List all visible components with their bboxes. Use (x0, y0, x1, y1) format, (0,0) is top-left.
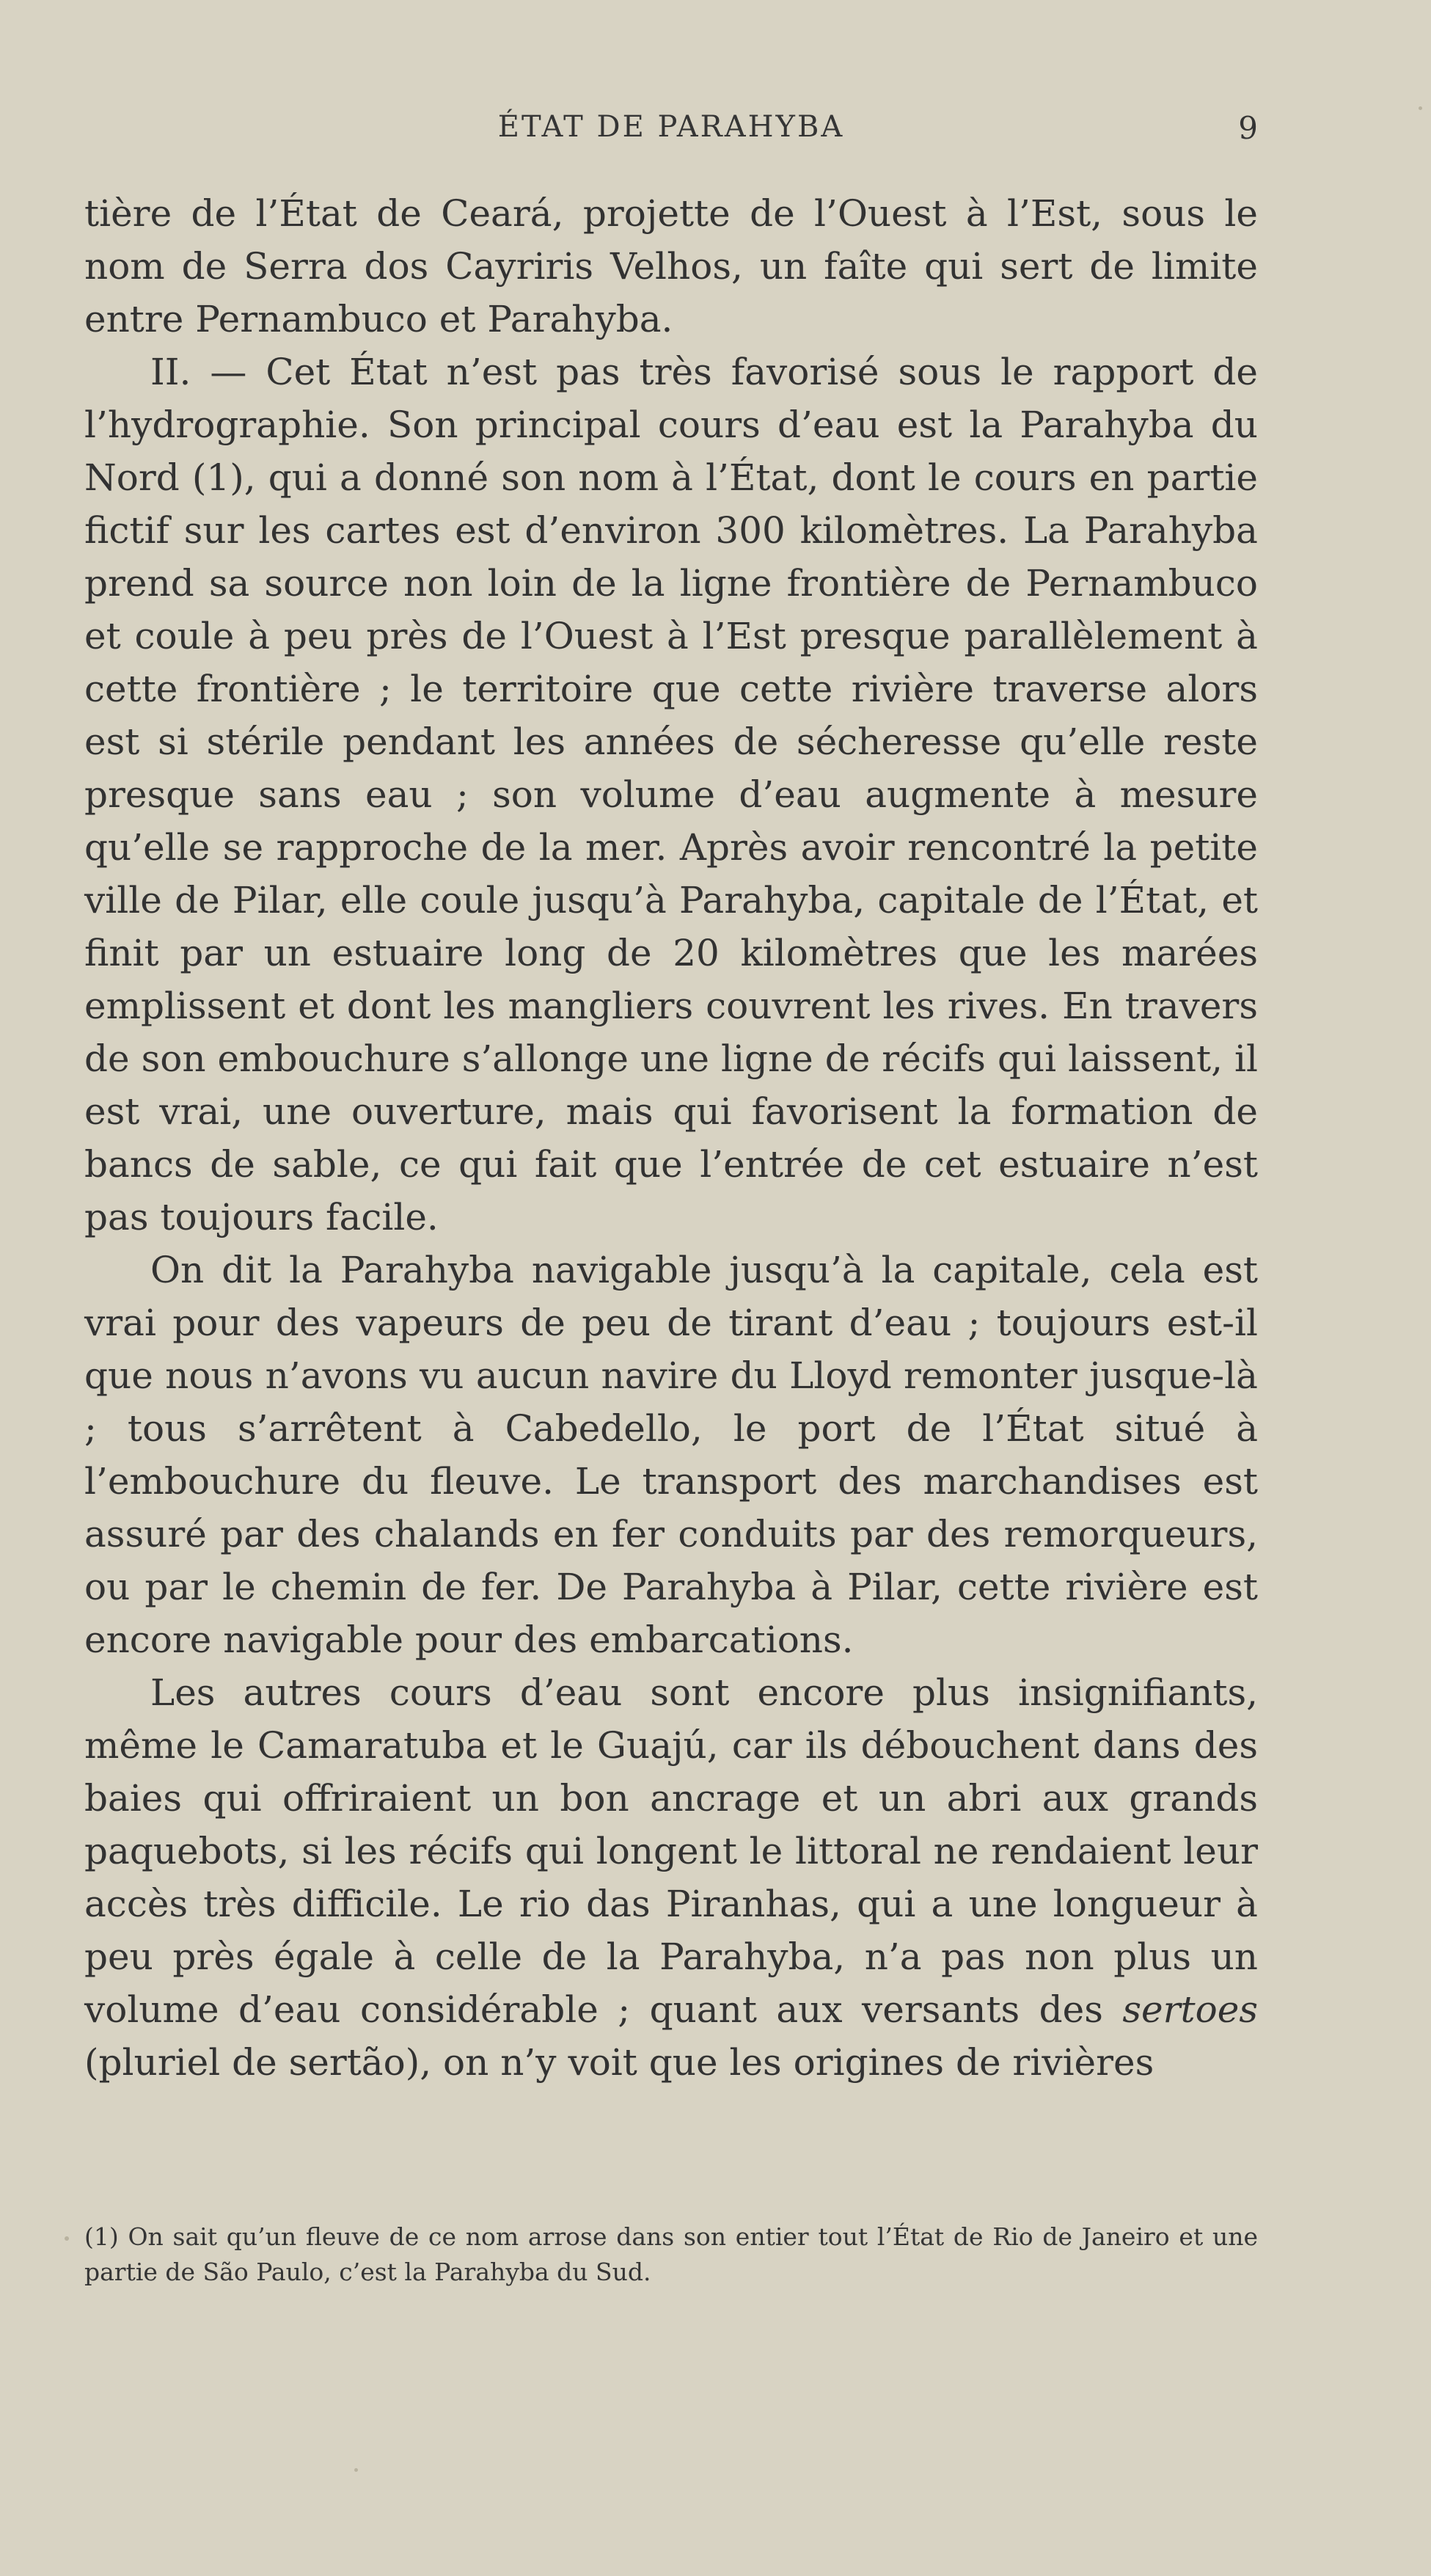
main-text (84, 187, 1258, 2089)
paper-speck-left (65, 2236, 69, 2241)
paper-speck-bottom (354, 2468, 358, 2472)
page-header (84, 110, 1258, 169)
page-number: 9 (1238, 110, 1258, 146)
running-title: ÉTAT DE PARAHYBA (497, 110, 845, 144)
paragraph-other-rivers-start: Les autres cours d’eau sont encore plus insignifiants, même le Camaratuba et le Guajú, car ils débouchent dans des baies qui offriraient un bon ancrage et un abri aux grands paquebots, si les récifs qui longent le littoral ne rendaient leur accès très difficile. Le rio das Piranhas, qui a une longueur à peu près égale à celle de la Parahyba, n’a pas non plus un volume d’eau considérable ; quant aux versants des (84, 1671, 1258, 2031)
paper-speck-right (1419, 106, 1422, 110)
paragraph-navigation: On dit la Parahyba navigable jusqu’à la capitale, cela est vrai pour des vapeurs de peu de tirant d’eau ; toujours est-il que nous n’avons vu aucun navire du Lloyd remonter jusque-là ; tous s’arrêtent à Cabedello, le port de l’État situé à l’embouchure du fleuve. Le transport des marchandises est assuré par des chalands en fer conduits par des remorqueurs, ou par le chemin de fer. De Parahyba à Pilar, cette rivière est encore navigable pour des embarcations. (84, 1249, 1258, 1661)
paragraph-continuation: tière de l’État de Ceará, projette de l’Ouest à l’Est, sous le nom de Serra dos Cayriris Velhos, un faîte qui sert de limite entre Pernambuco et Parahyba. (84, 192, 1258, 340)
paragraph-hydrography: II. — Cet État n’est pas très favorisé sous le rapport de l’hydrographie. Son principal cours d’eau est la Parahyba du Nord (1), qui a donné son nom à l’État, dont le cours en partie fictif sur les cartes est d’environ 300 kilomètres. La Parahyba prend sa source non loin de la ligne frontière de Pernambuco et coule à peu près de l’Ouest à l’Est presque parallèlement à cette frontière ; le territoire que cette rivière traverse alors est si stérile pendant les années de sécheresse qu’elle reste presque sans eau ; son volume d’eau augmente à mesure qu’elle se rapproche de la mer. Après avoir rencontré la petite ville de Pilar, elle coule jusqu’à Parahyba, capitale de l’État, et finit par un estuaire long de 20 kilomètres que les marées emplissent et dont les mangliers couvrent les rives. En travers de son embouchure s’allonge une ligne de récifs qui laissent, il est vrai, une ouverture, mais qui favorisent la formation de bancs de sable, ce qui fait que l’entrée de cet estuaire n’est pas toujours facile. (84, 351, 1258, 1238)
footnote: (1) On sait qu’un fleuve de ce nom arrose dans son entier tout l’État de Rio de Janeiro et une partie de São Paulo, c’est la Parahyba du Sud. (84, 2222, 1258, 2286)
paragraph-other-rivers-end: (pluriel de sertão), on n’y voit que les origines de rivières (84, 2041, 1154, 2084)
paragraph-other-rivers (84, 1666, 1258, 2089)
italic-term-sertoes: sertoes (1122, 1988, 1258, 2031)
